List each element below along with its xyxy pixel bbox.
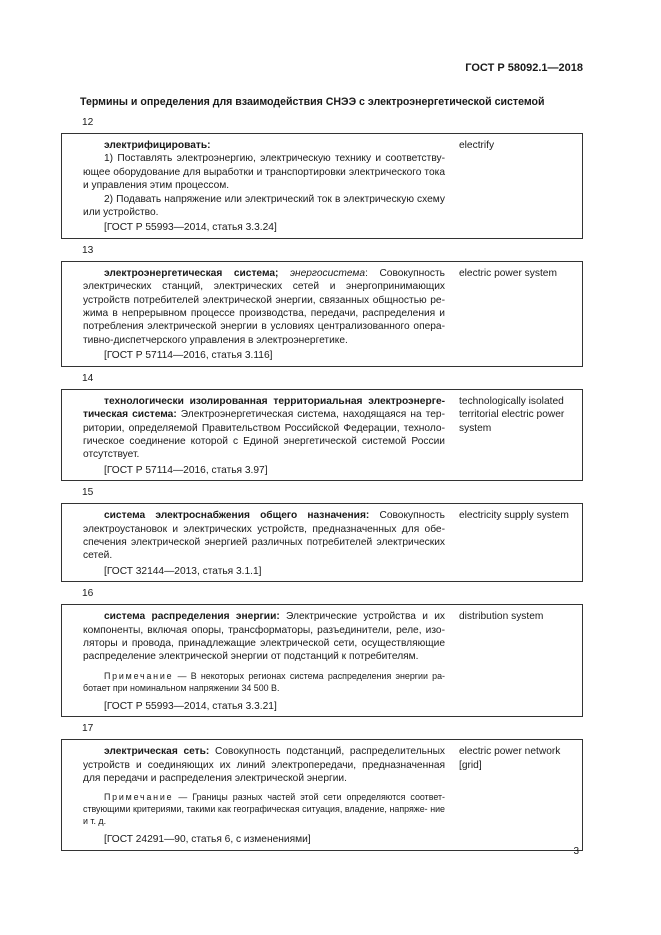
entry-number: 13: [82, 244, 94, 256]
term: система распределения энергии:: [104, 611, 280, 623]
english-term: electricity supply system: [459, 510, 569, 522]
term-entry-15: [61, 485, 583, 582]
note-text: — Границы разных частей этой сети определяются соответ- ствующими критериями, такими как географическая ситуация, владение, напряже- ние и т. д.: [83, 792, 445, 827]
entry-number: 15: [82, 487, 94, 499]
entry-definition: [62, 743, 449, 847]
term-entry-12: [61, 115, 583, 239]
definition: Электроэнергетическая система, находящаяся на тер- ритории, определяемой Правительством Российской Федерации, техноло- гическое соединение которой с Единой энергетической системой России отсутствует.: [83, 409, 445, 461]
english-term: electrify: [459, 140, 495, 151]
entry-definition: [62, 137, 449, 235]
source-reference: [ГОСТ Р 57114—2016, статья 3.116]: [104, 350, 273, 362]
entry-number: 14: [82, 372, 94, 384]
entry-definition: [62, 265, 449, 363]
page-number: 3: [573, 846, 579, 857]
english-term: distribution system: [459, 611, 544, 623]
entry-box: [61, 261, 583, 367]
note-label: Примечание: [104, 670, 174, 681]
term-entry-17: [61, 721, 583, 851]
term-entry-13: [61, 243, 583, 367]
entry-box: [61, 133, 583, 239]
source-reference: [ГОСТ 24291—90, статья 6, с изменениями]: [104, 834, 311, 846]
note: [83, 791, 445, 827]
source-reference: [ГОСТ Р 57114—2016, статья 3.97]: [104, 464, 268, 476]
entry-box: [61, 503, 583, 582]
entry-definition: [62, 507, 449, 578]
entry-box: [61, 604, 583, 717]
definition: Совокупность электроустановок и электрических устройств, предназначенных для обе- спечения электрической энергией различных потребителей электрических сетей.: [83, 510, 445, 562]
source-reference: [ГОСТ Р 55993—2014, статья 3.3.24]: [104, 222, 277, 234]
note: [83, 670, 445, 694]
definition: : Совокупность электрических станций, электрических сетей и энергопринимающих устройств потребителей электрической энергии, связанных общностью ре- жима в непрерывном процессе производства, передачи, распределения и потребления электрической энергии в условиях централизованного опера- тивно-диспетчерского управления в электроэнергетике.: [83, 267, 445, 346]
note-label: Примечание: [104, 792, 174, 803]
term-entry-16: [61, 586, 583, 717]
term: система электроснабжения общего назначения:: [104, 510, 370, 522]
entry-number: 17: [82, 723, 94, 735]
terms-list: [61, 115, 583, 851]
note-text: — В некоторых регионах система распределения энергии ра- ботает при номинальном напряжении 34 500 В.: [83, 670, 445, 693]
entry-definition: [62, 393, 449, 477]
entry-box: [61, 389, 583, 481]
definition: Электрические устройства и их компоненты, включая опоры, трансформаторы, разъединители, реле, изо- ляторы и провода, принадлежащие электрической сети, осуществляющие распределение электрической энергии от подстанций к потребителям.: [83, 611, 446, 663]
source-reference: [ГОСТ 32144—2013, статья 3.1.1]: [104, 565, 262, 577]
source-reference: [ГОСТ Р 55993—2014, статья 3.3.21]: [104, 700, 277, 712]
standard-code: ГОСТ Р 58092.1—2018: [465, 62, 583, 74]
term: электрическая сеть:: [104, 746, 210, 758]
entry-box: [61, 739, 583, 851]
english-term: technologically isolated territorial electric power system: [459, 395, 565, 434]
section-title: Термины и определения для взаимодействия СНЭЭ с электроэнергетической системой: [80, 96, 545, 108]
english-term: electric power system: [459, 267, 557, 279]
definition-line: 2) Подавать напряжение или электрический ток в электрическую схему или устройство.: [83, 193, 445, 219]
entry-number: 16: [82, 588, 94, 600]
synonym: энергосистема: [289, 267, 366, 279]
entry-number: 12: [82, 117, 94, 128]
definition: Совокупность подстанций, распределительных устройств и соединяющих их линий электропередачи, предназначенная для передачи и распределения электрической энергии.: [83, 746, 445, 784]
term: электроэнергетическая система;: [104, 267, 279, 279]
definition-line: 1) Поставлять электроэнергию, электрическую технику и соответству- ющее оборудование для выработки и транспортировки электрического тока и управления этим процессом.: [83, 153, 445, 192]
english-term: electric power network [grid]: [459, 746, 561, 771]
term: технологически изолированная территориальная электроэнерге- тическая система:: [83, 395, 445, 421]
term: электрифицировать:: [104, 140, 211, 151]
entry-definition: [62, 608, 449, 713]
term-entry-14: [61, 371, 583, 481]
